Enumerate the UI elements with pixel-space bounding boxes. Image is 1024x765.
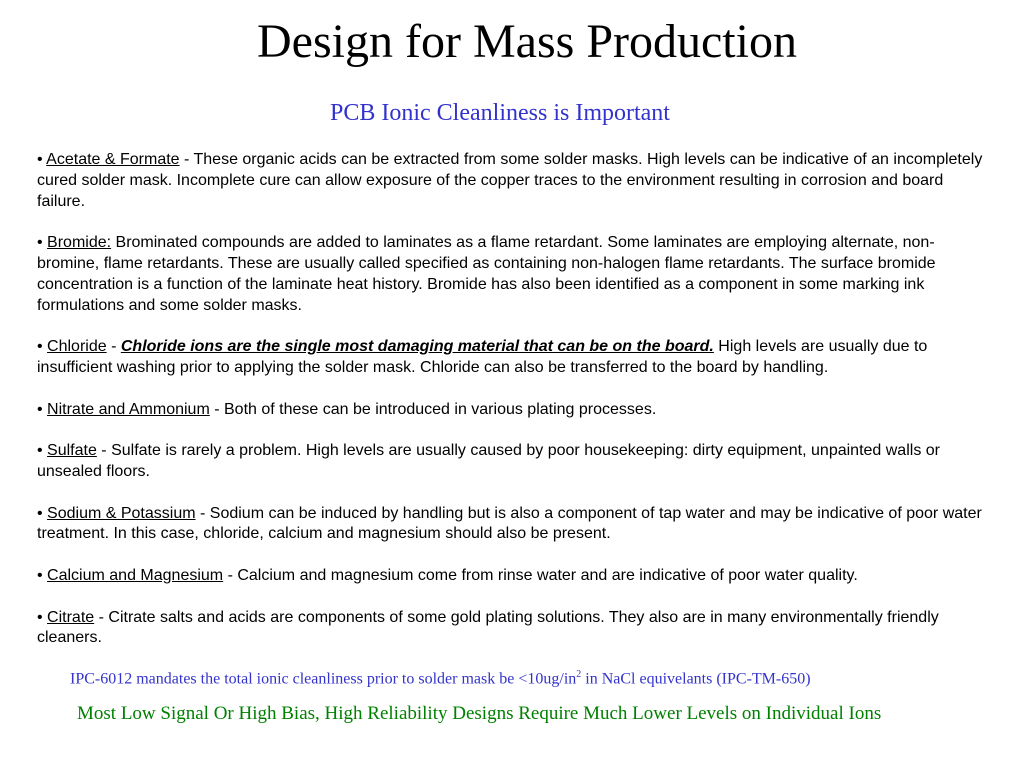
ipc-note-text-end: in NaCl equivelants (IPC-TM-650) — [581, 670, 811, 688]
term-chloride: Chloride — [47, 338, 107, 356]
list-item-calcium-magnesium — [37, 566, 992, 587]
list-item-nitrate-ammonium — [37, 400, 992, 421]
item-separator: - — [106, 338, 121, 356]
term-citrate: Citrate — [47, 608, 95, 626]
slide-subtitle — [0, 100, 1024, 127]
item-text: - Sulfate is rarely a problem. High levels are usually caused by poor housekeeping: dirty equipment, unpainted walls or unsealed floors. — [37, 442, 940, 480]
term-nitrate-ammonium: Nitrate and Ammonium — [47, 400, 210, 418]
term-bromide: Bromide: — [47, 234, 112, 252]
chloride-warning: Chloride ions are the single most damaging material that can be on the board. — [120, 338, 714, 356]
item-text: High levels are usually due to insufficient washing prior to applying the solder mask. Chloride can also be transferred to the board by handling. — [37, 338, 928, 376]
bullet-icon: • — [37, 400, 48, 418]
item-text: Brominated compounds are added to laminates as a flame retardant. Some laminates are employing alternate, non-bromine, flame retardants. These are usually called specified as containing non-halogen flame retardants. The surface bromide concentration is a function of the laminate heat history. Bromide has also been identified as a component in some marking ink formulations and some solder masks. — [37, 234, 936, 314]
list-item-sulfate — [37, 441, 992, 483]
term-sulfate: Sulfate — [47, 442, 97, 460]
subtitle-text: PCB Ionic Cleanliness is Important — [330, 100, 670, 126]
bullet-icon: • — [37, 338, 48, 356]
bullet-list — [37, 150, 992, 670]
ipc-note-superscript: 2 — [576, 669, 582, 680]
bullet-icon: • — [37, 234, 48, 252]
item-text: - These organic acids can be extracted from some solder masks. High levels can be indicative of an incompletely cured solder mask. Incomplete cure can allow exposure of the copper traces to the environment resulting in corrosion and board failure. — [37, 151, 983, 210]
item-text: - Both of these can be introduced in various plating processes. — [209, 400, 657, 418]
bullet-icon: • — [37, 151, 47, 168]
item-text: - Sodium can be induced by handling but is also a component of tap water and may be indicative of poor water treatment. In this case, chloride, calcium and magnesium should also be present. — [37, 504, 982, 543]
list-item-chloride — [37, 337, 992, 379]
list-item-bromide — [37, 233, 992, 316]
bullet-icon: • — [37, 566, 48, 584]
term-acetate-formate: Acetate & Formate — [46, 151, 180, 168]
slide-title: Design for Mass Production — [257, 15, 797, 68]
term-sodium-potassium: Sodium & Potassium — [47, 504, 196, 522]
ipc-note — [70, 669, 811, 688]
list-item-citrate — [37, 608, 992, 650]
bullet-icon: • — [37, 608, 48, 626]
bullet-icon: • — [37, 504, 48, 522]
ipc-note-text: IPC-6012 mandates the total ionic cleanliness prior to solder mask be <10ug/in — [70, 670, 577, 688]
bullet-icon: • — [37, 442, 48, 460]
item-text: - Citrate salts and acids are components of some gold plating solutions. They also are in many environmentally friendly cleaners. — [37, 608, 939, 647]
term-calcium-magnesium: Calcium and Magnesium — [47, 566, 224, 584]
item-text: - Calcium and magnesium come from rinse water and are indicative of poor water quality. — [223, 566, 858, 584]
footer-statement: Most Low Signal Or High Bias, High Reliability Designs Require Much Lower Levels on Individual Ions — [77, 703, 882, 724]
list-item-sodium-potassium — [37, 504, 992, 546]
list-item-acetate-formate — [37, 150, 992, 212]
